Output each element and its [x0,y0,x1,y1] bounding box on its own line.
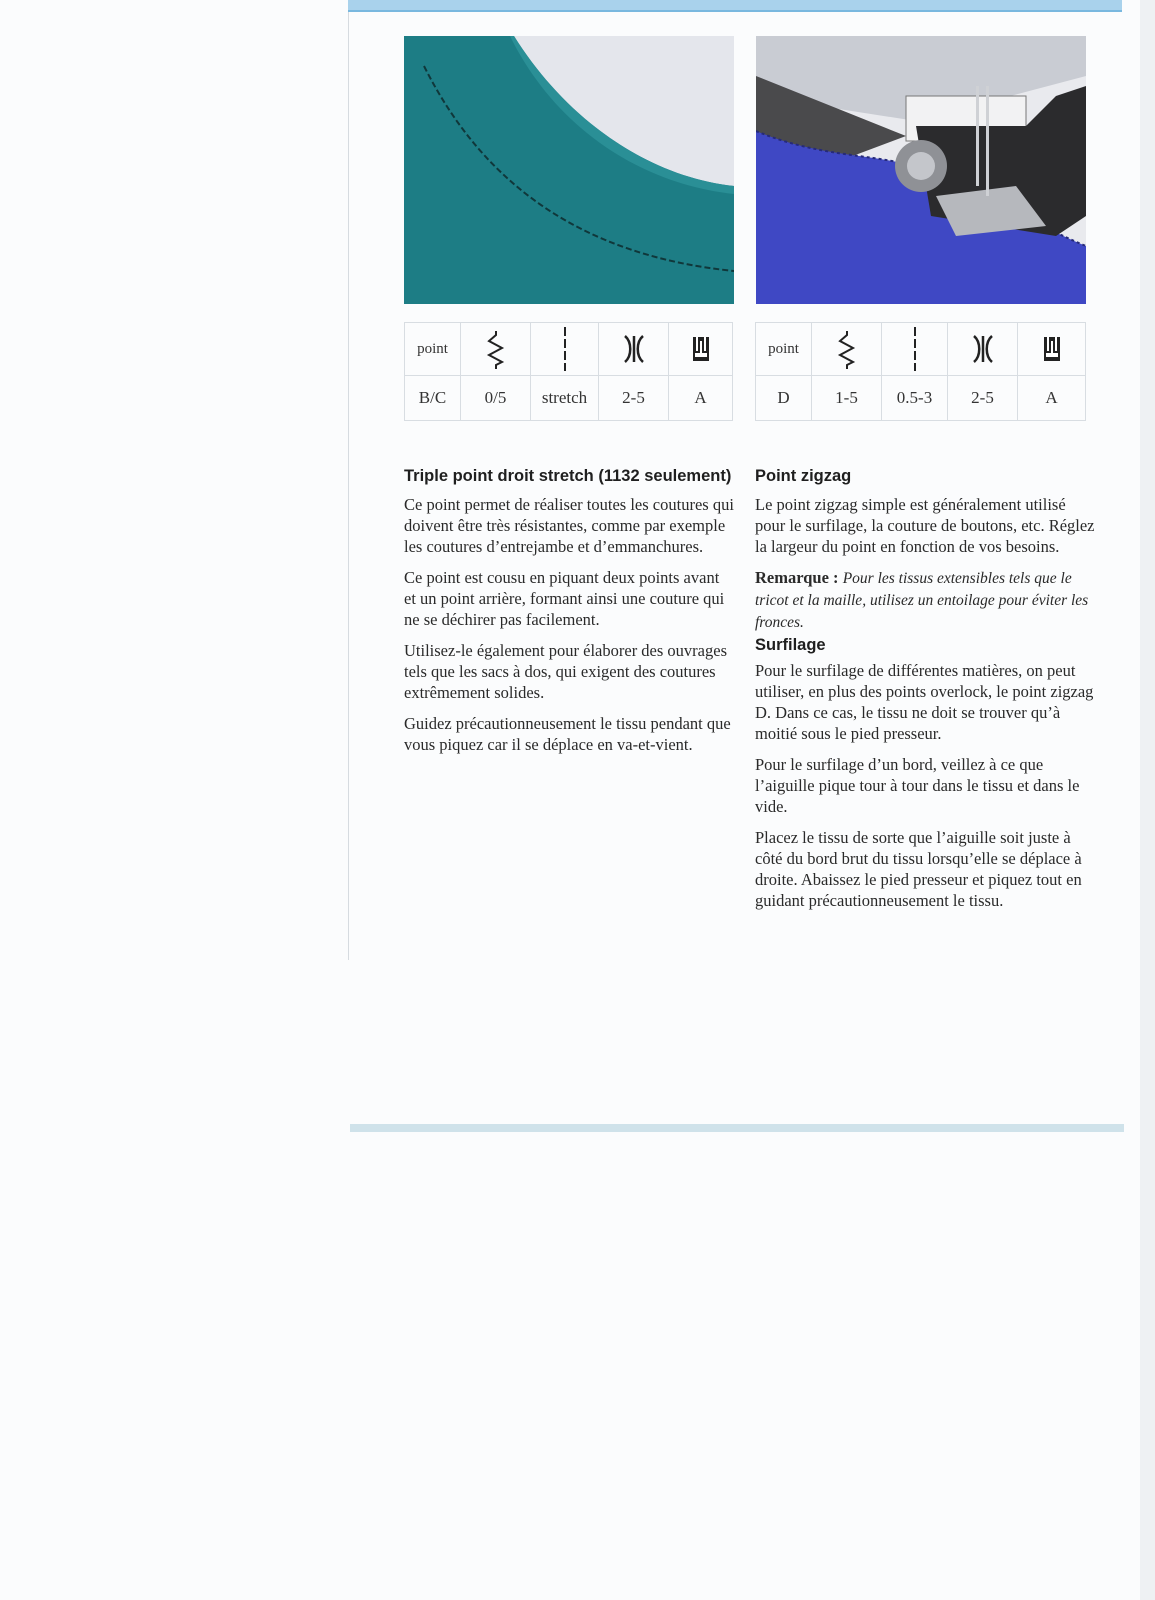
symbol-row [756,323,1086,376]
presser-foot-cell [1018,323,1086,376]
bottom-rule [350,1124,1124,1132]
right-text-column [755,466,1095,921]
left-text-column [404,466,734,765]
paragraph: Placez le tissu de sorte que l’aiguille soit juste à côté du bord brut du tissu lorsqu’elle se déplace à droite. Abaissez le pied presseur et piquez tout en guidant précautionneusement le tissu. [755,828,1082,910]
zigzag-stitch-photo [756,36,1086,304]
paragraph: Guidez précautionneusement le tissu pendant que vous piquez car il se déplace en va-et-vient. [404,714,731,754]
value-cell: 2-5 [599,376,669,421]
stitch-width-cell [812,323,882,376]
stitch-length-cell [531,323,599,376]
paragraph: Pour le surfilage de différentes matières, on peut utiliser, en plus des points overlock, le point zigzag D. Dans ce cas, le tissu ne doit se trouver qu’à moitié sous le pied presseur. [755,661,1094,743]
value-cell: A [1018,376,1086,421]
tension-icon [971,334,995,364]
top-accent-rule [348,0,1122,12]
page-edge [348,0,349,960]
paragraph: Ce point permet de réaliser toutes les coutures qui doivent être très résistantes, comme par exemple les coutures d’entrejambe et d’emmanchures. [404,495,734,556]
value-row [756,376,1086,421]
note-text: Pour les tissus extensibles tels que le tricot et la maille, utilisez un entoilage pour éviter les fronces. [755,570,1089,631]
triple-stretch-stitch-photo [404,36,734,304]
paragraph: Le point zigzag simple est généralement utilisé pour le surfilage, la couture de boutons, etc. Réglez la largeur du point en fonction de vos besoins. [755,495,1095,556]
value-cell: B/C [405,376,461,421]
point-label: point [405,323,461,376]
value-cell: stretch [531,376,599,421]
section-title: Point zigzag [755,467,852,485]
value-cell: A [669,376,733,421]
stitch-width-icon [485,329,507,369]
stitch-width-cell [461,323,531,376]
tension-icon [622,334,646,364]
stitch-width-icon [836,329,858,369]
note-label: Remarque : [755,568,839,587]
point-label: point [756,323,812,376]
paragraph: Utilisez-le également pour élaborer des ouvrages tels que les sacs à dos, qui exigent des coutures extrêmement solides. [404,641,727,702]
presser-foot-icon [1041,335,1063,363]
value-row [405,376,733,421]
paragraph: Ce point est cousu en piquant deux points avant et un point arrière, formant ainsi une couture qui ne se déchirer pas facilement. [404,568,725,629]
stitch-length-icon [561,327,569,371]
value-cell: 0/5 [461,376,531,421]
presser-foot-cell [669,323,733,376]
right-settings-table [755,322,1086,421]
value-cell: 2-5 [948,376,1018,421]
stitch-length-icon [911,327,919,371]
value-cell: 1-5 [812,376,882,421]
subsection-title: Surfilage [755,636,826,654]
presser-foot-icon [690,335,712,363]
value-cell: D [756,376,812,421]
symbol-row [405,323,733,376]
left-settings-table [404,322,733,421]
page-right-edge [1140,0,1155,1600]
note [755,567,1095,633]
tension-cell [948,323,1018,376]
value-cell: 0.5-3 [882,376,948,421]
tension-cell [599,323,669,376]
stitch-length-cell [882,323,948,376]
paragraph: Pour le surfilage d’un bord, veillez à ce que l’aiguille pique tour à tour dans le tissu et dans le vide. [755,755,1080,816]
section-title: Triple point droit stretch (1132 seulement) [404,467,732,485]
